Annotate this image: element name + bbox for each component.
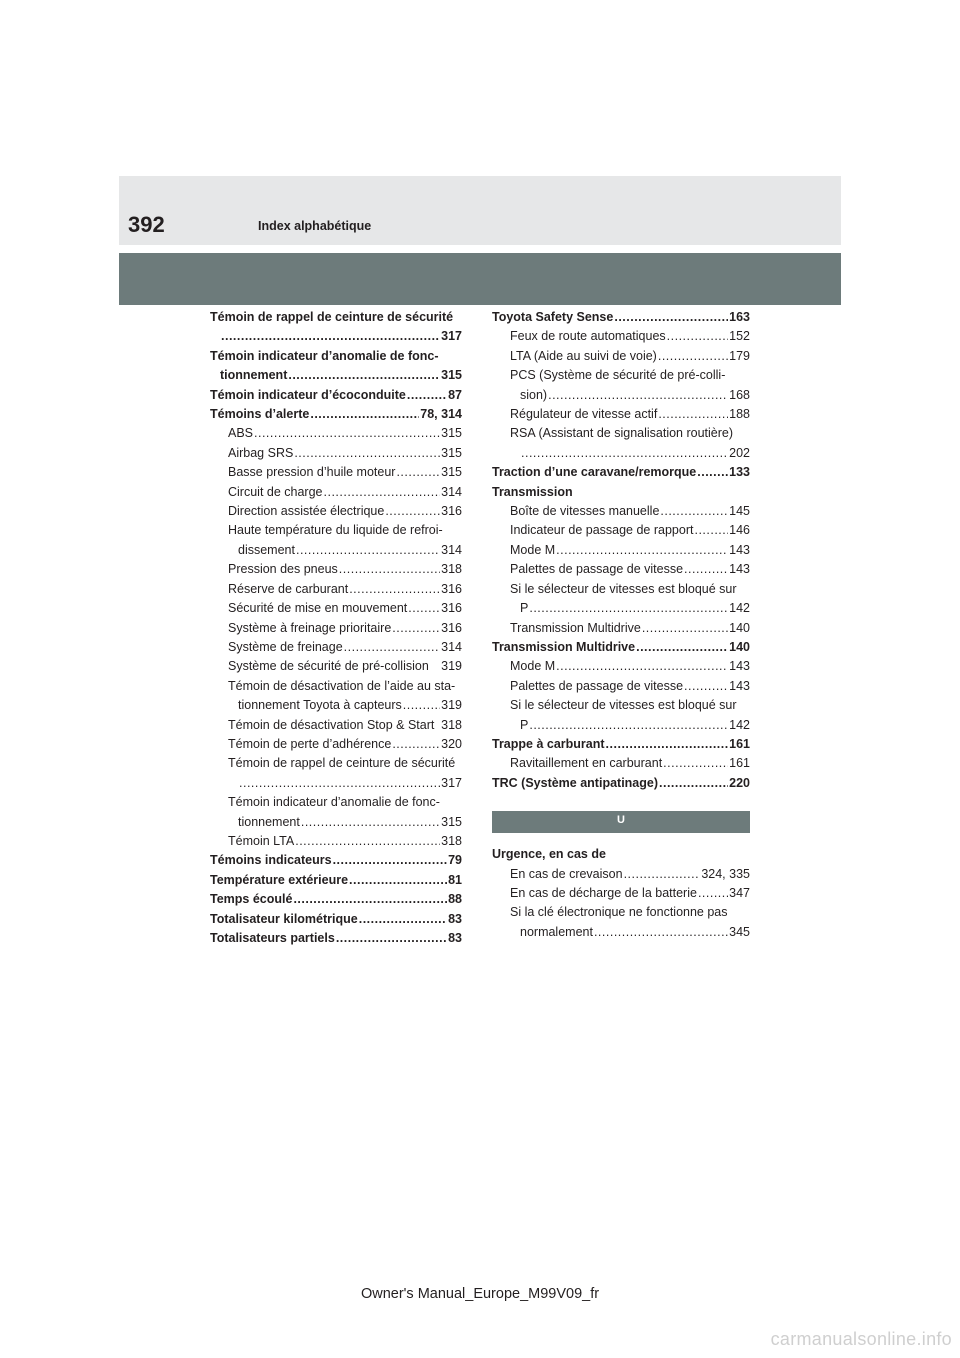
- dot-leader: [385, 502, 440, 521]
- index-entry-row: [510, 560, 750, 579]
- page-ref: 79: [448, 853, 462, 868]
- dot-leader: [697, 463, 728, 482]
- entry-text: TRC (Système antipatinage): [492, 775, 659, 790]
- dot-leader: [614, 308, 728, 327]
- dot-leader: [344, 638, 440, 657]
- entry-text: Témoin de désactivation Stop & Start: [228, 717, 435, 732]
- page-ref: 142: [729, 601, 750, 616]
- index-entry: [492, 735, 750, 754]
- index-subentry: [492, 347, 750, 366]
- page-ref: 324, 335: [701, 866, 750, 881]
- entry-text: Trappe à carburant: [492, 736, 605, 751]
- index-entry-row: [210, 386, 462, 405]
- page-ref: 140: [729, 620, 750, 635]
- dot-leader: [594, 923, 728, 942]
- dot-leader: [301, 813, 440, 832]
- index-entry-row: [510, 521, 750, 540]
- index-entry-row: [510, 677, 750, 696]
- index-entry-row: [228, 502, 462, 521]
- dot-leader: [684, 560, 728, 579]
- index-subentry: [210, 580, 462, 599]
- index-entry-row: [228, 774, 462, 793]
- entry-text: LTA (Aide au suivi de voie): [510, 348, 657, 363]
- index-entry-row: [510, 619, 750, 638]
- index-entry-row: [510, 657, 750, 676]
- dot-leader: [221, 327, 440, 346]
- watermark: carmanualsonline.info: [770, 1329, 952, 1349]
- index-subentry: [210, 677, 462, 716]
- index-entry-row: [210, 890, 462, 909]
- index-entry-row: [228, 696, 462, 715]
- entry-text: Airbag SRS: [228, 445, 294, 460]
- page-ref: 318: [441, 562, 462, 577]
- page-ref: 140: [729, 639, 750, 654]
- dot-leader: [396, 463, 440, 482]
- page-ref: 87: [448, 387, 462, 402]
- index-subentry: [210, 832, 462, 851]
- index-subentry: [492, 521, 750, 540]
- entry-text: Pression des pneus: [228, 562, 338, 577]
- entry-text: Ravitaillement en carburant: [510, 756, 663, 771]
- page-ref: 83: [448, 931, 462, 945]
- dot-leader: [642, 619, 728, 638]
- index-entry-row: [510, 386, 750, 405]
- section-title: Index alphabétique: [258, 219, 372, 233]
- entry-text: Témoin de perte d’adhérence: [228, 736, 392, 751]
- index-entry-row: [510, 599, 750, 618]
- entry-text: En cas de crevaison: [510, 866, 623, 881]
- index-subentry: [210, 560, 462, 579]
- page-ref: 320: [441, 736, 462, 751]
- index-subentry: [210, 793, 462, 832]
- page-ref: 145: [729, 504, 750, 519]
- entry-text-line: Si la clé électronique ne fonctionne pas: [510, 905, 728, 920]
- entry-text: normalement: [520, 924, 593, 939]
- page-ref: 317: [441, 329, 462, 344]
- entry-text-line: Témoin de rappel de ceinture de sécurité: [210, 310, 454, 324]
- index-entry: [210, 890, 462, 909]
- index-subentry: [492, 903, 750, 942]
- index-entry: [210, 347, 462, 386]
- index-entry-row: [510, 923, 750, 942]
- dot-leader: [694, 521, 728, 540]
- index-entry-row: [210, 929, 462, 948]
- dot-leader: [636, 638, 728, 657]
- index-subentry: [210, 657, 462, 676]
- entry-text: Mode M: [510, 542, 556, 557]
- index-entry-row: [228, 638, 462, 657]
- page-ref: 315: [441, 426, 462, 441]
- index-subentry: [210, 619, 462, 638]
- index-subentry: [210, 599, 462, 618]
- index-entry-row: [510, 327, 750, 346]
- index-entry-row: [228, 813, 462, 832]
- entry-text: Mode M: [510, 659, 556, 674]
- dot-leader: [392, 619, 440, 638]
- entry-text: Témoins d’alerte: [210, 407, 310, 422]
- index-entry-row: [228, 619, 462, 638]
- page-ref: 319: [441, 698, 462, 713]
- index-entry-row: [510, 541, 750, 560]
- entry-text: Transmission Multidrive: [510, 620, 641, 635]
- entry-text: Indicateur de passage de rapport: [510, 523, 694, 538]
- page-ref: 345: [729, 924, 750, 939]
- dot-leader: [254, 424, 440, 443]
- dot-leader: [294, 444, 440, 463]
- page-ref: 78, 314: [420, 407, 462, 422]
- index-entry: [210, 386, 462, 405]
- dot-leader: [408, 599, 440, 618]
- dot-leader: [660, 502, 728, 521]
- entry-text-line: Témoin indicateur d’anomalie de fonc-: [228, 795, 440, 810]
- index-subentry: [492, 696, 750, 735]
- index-entry-row: [210, 366, 462, 385]
- entry-text: Boîte de vitesses manuelle: [510, 504, 660, 519]
- index-subentry: [210, 444, 462, 463]
- entry-text: dissement: [238, 542, 295, 557]
- index-entry-row: [510, 502, 750, 521]
- index-entry: [492, 463, 750, 482]
- entry-text: Toyota Safety Sense: [492, 310, 614, 324]
- dot-leader: [529, 599, 728, 618]
- index-entry-row: [210, 871, 462, 890]
- index-subentry: [210, 754, 462, 793]
- index-entry: [492, 308, 750, 327]
- page-ref: 152: [729, 329, 750, 344]
- entry-text: Témoin indicateur d’écoconduite: [210, 387, 406, 402]
- index-entry-row: [228, 580, 462, 599]
- index-entry: [210, 308, 462, 347]
- index-subentry: [492, 580, 750, 619]
- letter-label: U: [617, 814, 625, 827]
- index-subentry: [492, 424, 750, 463]
- index-subentry: [492, 657, 750, 676]
- entry-text: ABS: [228, 426, 254, 441]
- entry-text: Traction d’une caravane/remorque: [492, 465, 697, 480]
- page-ref: 163: [729, 310, 750, 324]
- page-ref: 318: [441, 833, 462, 848]
- index-subentry: [492, 405, 750, 424]
- page-ref: 319: [441, 659, 462, 674]
- entry-text: Temps écoulé: [210, 892, 293, 907]
- page-ref: 314: [441, 542, 462, 557]
- page-ref: 202: [729, 445, 750, 460]
- entry-text: Palettes de passage de vitesse: [510, 562, 684, 577]
- dot-leader: [403, 696, 440, 715]
- entry-text: Système de sécurité de pré-collision: [228, 659, 429, 674]
- index-entry-row: [492, 735, 750, 754]
- index-entry-row: [510, 405, 750, 424]
- index-subentry: [210, 735, 462, 754]
- index-entry-row: [228, 599, 462, 618]
- footer-document-id: Owner's Manual_Europe_M99V09_fr: [360, 1286, 600, 1302]
- index-entry-row: [510, 884, 750, 903]
- entry-text: Totalisateurs partiels: [210, 931, 335, 945]
- dot-leader: [239, 774, 440, 793]
- index-subentry: [210, 463, 462, 482]
- index-entry-row: [228, 463, 462, 482]
- dot-leader: [349, 580, 440, 599]
- dot-leader: [659, 774, 728, 793]
- index-subentry: [492, 884, 750, 903]
- entry-text: Circuit de charge: [228, 484, 323, 499]
- dot-leader: [698, 884, 728, 903]
- index-entry-row: [228, 541, 462, 560]
- entry-text: Basse pression d’huile moteur: [228, 465, 396, 480]
- index-subentry: [210, 483, 462, 502]
- entry-heading: Urgence, en cas de: [492, 847, 606, 862]
- index-subentry: [492, 619, 750, 638]
- dot-leader: [667, 327, 728, 346]
- entry-text: P: [520, 717, 529, 732]
- page-ref: 83: [448, 911, 462, 926]
- index-entry-row: [492, 774, 750, 793]
- index-entry: [492, 845, 750, 864]
- index-entry-row: [492, 308, 750, 327]
- index-subentry: [210, 502, 462, 521]
- entry-text-line: Témoin indicateur d’anomalie de fonc-: [210, 348, 439, 363]
- index-subentry: [492, 677, 750, 696]
- index-column-left: [210, 308, 462, 948]
- index-subentry: [210, 716, 462, 735]
- index-entry-row: [510, 444, 750, 463]
- entry-heading: Transmission: [492, 484, 573, 499]
- dot-leader: [310, 405, 419, 424]
- page-ref: 316: [441, 601, 462, 616]
- index-entry-row: [228, 735, 462, 754]
- entry-text: sion): [520, 387, 548, 402]
- dot-leader: [293, 890, 447, 909]
- letter-band: [492, 811, 750, 833]
- page-ref: 315: [441, 368, 462, 383]
- page-ref: 179: [729, 348, 750, 363]
- dot-leader: [606, 735, 729, 754]
- index-entry-row: [228, 657, 462, 676]
- entry-text: tionnement Toyota à capteurs: [238, 698, 402, 713]
- dot-leader: [663, 754, 728, 773]
- index-entry-row: [492, 638, 750, 657]
- page-ref: 315: [441, 445, 462, 460]
- index-subentry: [492, 560, 750, 579]
- entry-text-line: Haute température du liquide de refroi-: [228, 523, 443, 538]
- page-number: 392: [128, 212, 165, 237]
- dot-leader: [624, 865, 701, 884]
- index-subentry: [210, 424, 462, 443]
- dot-leader: [556, 657, 728, 676]
- index-entry-row: [510, 347, 750, 366]
- entry-text: Direction assistée électrique: [228, 504, 385, 519]
- entry-text: Transmission Multidrive: [492, 639, 636, 654]
- entry-text: Système de freinage: [228, 639, 343, 654]
- index-entry-row: [228, 716, 462, 735]
- page-ref: 143: [729, 678, 750, 693]
- index-entry: [210, 910, 462, 929]
- entry-text: Témoin LTA: [228, 833, 295, 848]
- index-subentry: [492, 327, 750, 346]
- index-entry-row: [228, 424, 462, 443]
- entry-text: Système à freinage prioritaire: [228, 620, 392, 635]
- entry-text-line: Témoin de désactivation de l’aide au sta-: [228, 678, 456, 693]
- entry-text-line: Témoin de rappel de ceinture de sécurité: [228, 756, 456, 771]
- entry-text: tionnement: [238, 814, 300, 829]
- page-ref: 318: [441, 717, 462, 732]
- index-entry: [492, 483, 750, 502]
- dot-leader: [295, 832, 440, 851]
- index-entry: [210, 405, 462, 424]
- dot-leader: [658, 347, 728, 366]
- dot-leader: [288, 366, 440, 385]
- index-entry-row: [228, 483, 462, 502]
- entry-text: Régulateur de vitesse actif: [510, 407, 658, 422]
- index-entry-row: [492, 463, 750, 482]
- index-entry-row: [210, 327, 462, 346]
- dot-leader: [529, 716, 728, 735]
- page-ref: 161: [729, 736, 750, 751]
- page-ref: 161: [729, 756, 750, 771]
- entry-text: Témoins indicateurs: [210, 853, 332, 868]
- dot-leader: [556, 541, 728, 560]
- dot-leader: [296, 541, 440, 560]
- entry-text: Température extérieure: [210, 872, 349, 887]
- page-ref: 143: [729, 562, 750, 577]
- header-band: [119, 176, 841, 245]
- index-entry-row: [210, 910, 462, 929]
- page-ref: 316: [441, 620, 462, 635]
- dot-leader: [349, 871, 447, 890]
- index-entry-row: [228, 832, 462, 851]
- page-ref: 81: [448, 872, 462, 887]
- dot-leader: [407, 386, 447, 405]
- dot-leader: [392, 735, 440, 754]
- index-entry-row: [510, 754, 750, 773]
- dot-leader: [684, 677, 728, 696]
- index-subentry: [210, 638, 462, 657]
- index-entry-row: [210, 405, 462, 424]
- entry-text: Sécurité de mise en mouvement: [228, 601, 408, 616]
- page-ref: 133: [729, 465, 750, 480]
- page-ref: 314: [441, 484, 462, 499]
- entry-text-line: Si le sélecteur de vitesses est bloqué sur: [510, 698, 737, 713]
- entry-text-line: RSA (Assistant de signalisation routière): [510, 426, 734, 441]
- page-ref: 146: [729, 523, 750, 538]
- dot-leader: [521, 444, 728, 463]
- dot-leader: [548, 386, 728, 405]
- index-subentry: [210, 521, 462, 560]
- entry-text: Feux de route automatiques: [510, 329, 666, 344]
- page-ref: 188: [729, 407, 750, 422]
- index-entry-row: [210, 851, 462, 870]
- index-subentry: [492, 502, 750, 521]
- page-ref: 88: [448, 892, 462, 907]
- index-subentry: [492, 366, 750, 405]
- page-ref: 143: [729, 659, 750, 674]
- entry-text: tionnement: [220, 368, 288, 383]
- index-entry: [210, 851, 462, 870]
- page-ref: 142: [729, 717, 750, 732]
- entry-text-line: PCS (Système de sécurité de pré-colli-: [510, 368, 726, 383]
- page-ref: 315: [441, 814, 462, 829]
- page-ref: 220: [729, 775, 750, 790]
- index-column-right: [492, 308, 750, 942]
- dot-leader: [339, 560, 440, 579]
- index-entry: [210, 929, 462, 948]
- header-divider-band: [119, 253, 841, 305]
- dot-leader: [333, 851, 448, 870]
- entry-text: Totalisateur kilométrique: [210, 911, 358, 926]
- entry-text: Réserve de carburant: [228, 581, 349, 596]
- entry-text: Palettes de passage de vitesse: [510, 678, 684, 693]
- page-ref: 347: [729, 885, 750, 900]
- index-entry: [210, 871, 462, 890]
- index-subentry: [492, 541, 750, 560]
- page-ref: 316: [441, 581, 462, 596]
- index-entry-row: [228, 444, 462, 463]
- index-entry: [492, 774, 750, 793]
- page-ref: 168: [729, 387, 750, 402]
- page-ref: 143: [729, 542, 750, 557]
- entry-text: En cas de décharge de la batterie: [510, 885, 697, 900]
- entry-text-line: Si le sélecteur de vitesses est bloqué sur: [510, 581, 737, 596]
- entry-text: P: [520, 601, 529, 616]
- dot-leader: [336, 929, 447, 948]
- index-subentry: [492, 754, 750, 773]
- index-entry-row: [228, 560, 462, 579]
- index-entry-row: [510, 716, 750, 735]
- index-entry-row: [510, 865, 750, 884]
- index-entry: [492, 638, 750, 657]
- index-subentry: [492, 865, 750, 884]
- page-ref: 315: [441, 465, 462, 480]
- page-ref: 316: [441, 504, 462, 519]
- dot-leader: [658, 405, 728, 424]
- page-ref: 317: [441, 775, 462, 790]
- page-ref: 314: [441, 639, 462, 654]
- dot-leader: [359, 910, 447, 929]
- dot-leader: [324, 483, 441, 502]
